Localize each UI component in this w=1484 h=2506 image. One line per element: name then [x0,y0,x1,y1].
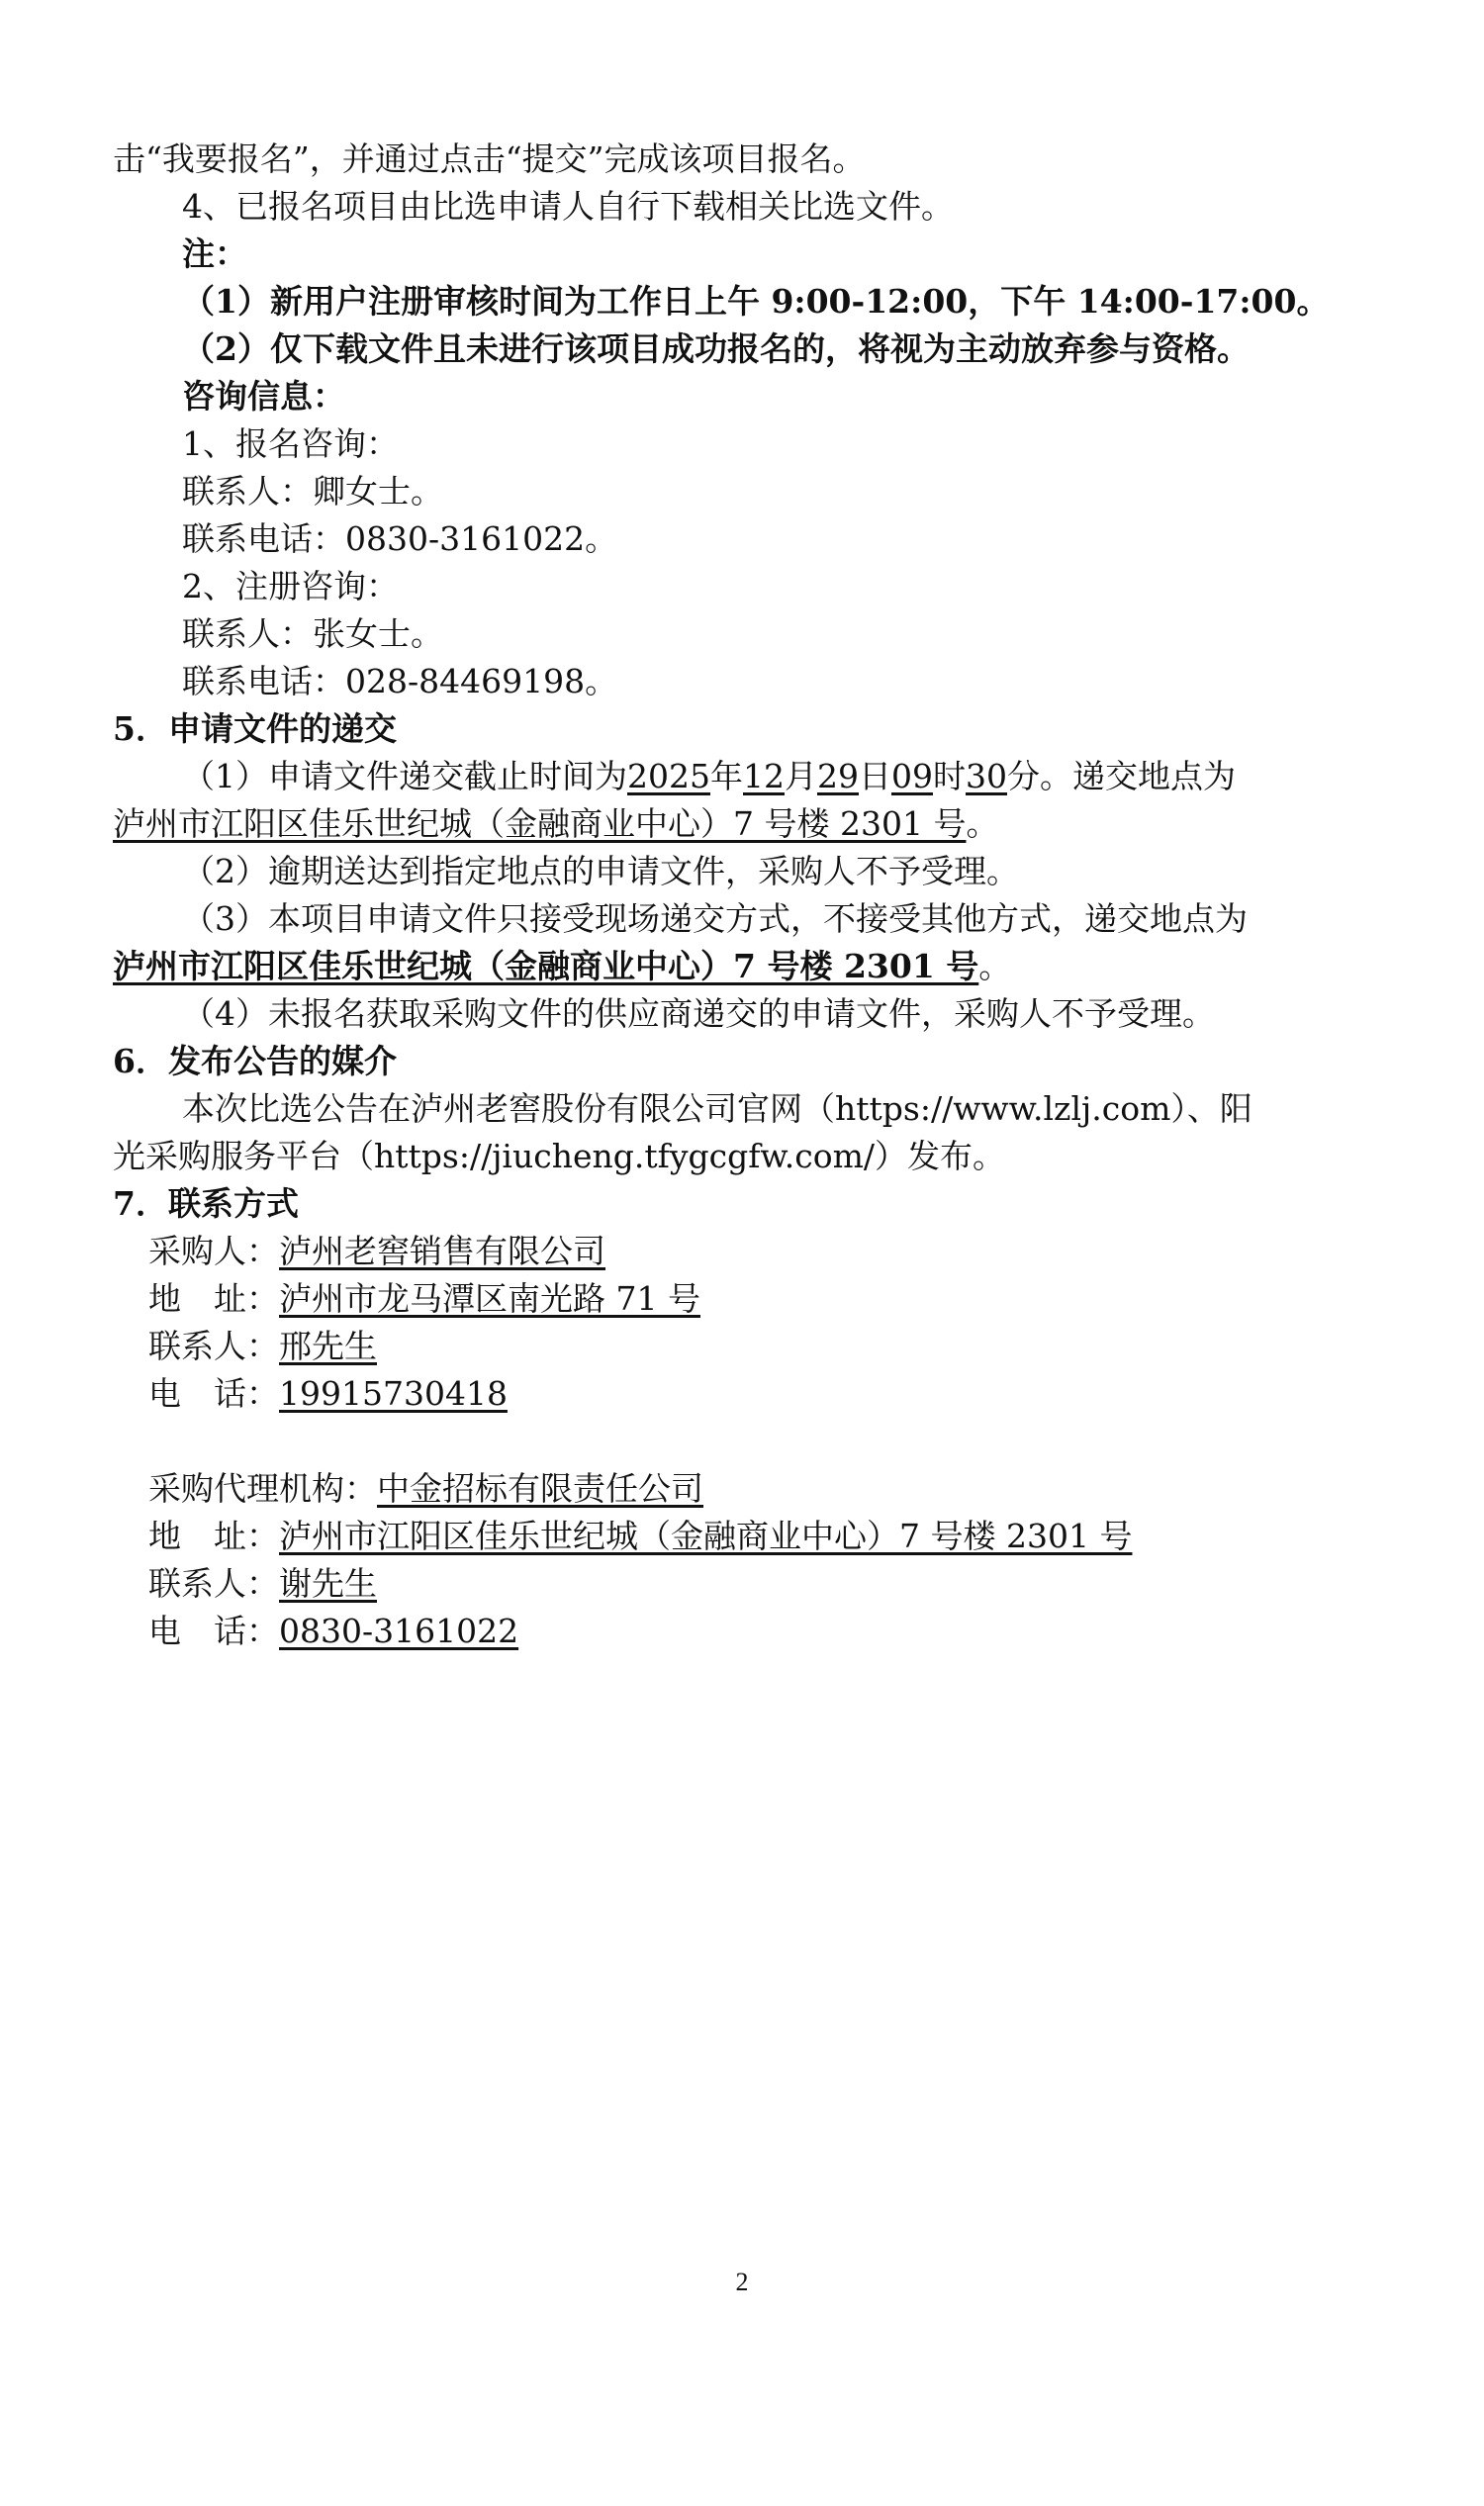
unregistered-rule: （4）未报名获取采购文件的供应商递交的申请文件，采购人不予受理。 [182,994,1215,1033]
document-body [113,136,1371,1655]
agency-address: 泸州市江阳区佳乐世纪城（金融商业中心）7 号楼 2301 号 [279,1517,1133,1555]
purchaser-label: 采购人： [148,1232,279,1270]
submission-address-line [113,800,1371,848]
deadline-prefix: （1）申请文件递交截止时间为 [182,757,627,795]
onsite-address-end: 。 [978,947,1012,985]
agency-label: 采购代理机构： [148,1469,377,1508]
media-line-2: 光采购服务平台（https://jiucheng.tfygcgfw.com/）发布。 [113,1137,1006,1175]
section-5-heading: 5．申请文件的递交 [113,709,397,748]
deadline-month: 12 [742,757,785,795]
section-7-heading: 7．联系方式 [113,1184,299,1223]
purchaser-phone-row [113,1370,1371,1418]
purchaser-address-label: 地 址： [148,1279,279,1318]
consult-registration-title: 1、报名咨询： [182,424,399,463]
media-line-1: 本次比选公告在泸州老窖股份有限公司官网（https://www.lzlj.com）、阳 [182,1089,1252,1128]
submission-address: 泸州市江阳区佳乐世纪城（金融商业中心）7 号楼 2301 号 [113,804,967,843]
agency-address-row [113,1513,1371,1560]
agency-name: 中金招标有限责任公司 [377,1469,703,1508]
note-title: 注： [182,234,247,273]
submission-deadline [113,753,1371,800]
agency-contact-label: 联系人： [148,1564,279,1603]
purchaser-contact: 邢先生 [279,1327,377,1365]
registration-line-1: 击“我要报名”，并通过点击“提交”完成该项目报名。 [113,139,866,178]
late-submission-rule: （2）逾期送达到指定地点的申请文件，采购人不予受理。 [182,852,1019,890]
deadline-hour-unit: 时 [932,757,966,795]
purchaser-name: 泸州老窖销售有限公司 [279,1232,605,1270]
purchaser-row [113,1228,1371,1275]
deadline-month-unit: 月 [784,757,817,795]
registration-line-2: 4、已报名项目由比选申请人自行下载相关比选文件。 [182,187,954,226]
deadline-hour: 09 [890,757,933,795]
onsite-address: 泸州市江阳区佳乐世纪城（金融商业中心）7 号楼 2301 号 [113,947,979,985]
purchaser-address: 泸州市龙马潭区南光路 71 号 [279,1279,700,1318]
consult-registration-phone: 联系电话：0830-3161022。 [182,519,618,558]
agency-phone-row [113,1608,1371,1655]
consult-registration-person: 联系人：卿女士。 [182,472,443,510]
onsite-submission-rule: （3）本项目申请文件只接受现场递交方式，不接受其他方式，递交地点为 [182,899,1248,938]
note-item-2: （2）仅下载文件且未进行该项目成功报名的，将视为主动放弃参与资格。 [182,329,1250,368]
consult-signup-title: 2、注册咨询： [182,567,399,605]
purchaser-address-row [113,1275,1371,1323]
submission-address-end: 。 [966,804,999,843]
agency-phone: 0830-3161022 [279,1612,519,1650]
purchaser-phone: 19915730418 [279,1374,508,1413]
deadline-year-unit: 年 [709,757,743,795]
blank-line [113,1418,1371,1465]
agency-contact-row [113,1560,1371,1608]
consult-title: 咨询信息： [182,377,345,416]
onsite-address-line [113,943,1371,990]
consult-signup-phone: 联系电话：028-84469198。 [182,662,618,700]
agency-address-label: 地 址： [148,1517,279,1555]
deadline-day: 29 [816,757,859,795]
purchaser-phone-label: 电 话： [148,1374,279,1413]
consult-signup-person: 联系人：张女士。 [182,614,443,653]
deadline-minute: 30 [965,757,1007,795]
agency-contact: 谢先生 [279,1564,377,1603]
section-6-heading: 6．发布公告的媒介 [113,1042,397,1080]
agency-row [113,1465,1371,1513]
deadline-minute-unit: 分。递交地点为 [1006,757,1236,795]
page-number: 2 [735,2268,749,2296]
deadline-day-unit: 日 [858,757,891,795]
purchaser-contact-label: 联系人： [148,1327,279,1365]
deadline-year: 2025 [627,757,710,795]
purchaser-contact-row [113,1323,1371,1370]
agency-phone-label: 电 话： [148,1612,279,1650]
note-item-1: （1）新用户注册审核时间为工作日上午 9:00-12:00，下午 14:00-17:00。 [182,282,1330,321]
